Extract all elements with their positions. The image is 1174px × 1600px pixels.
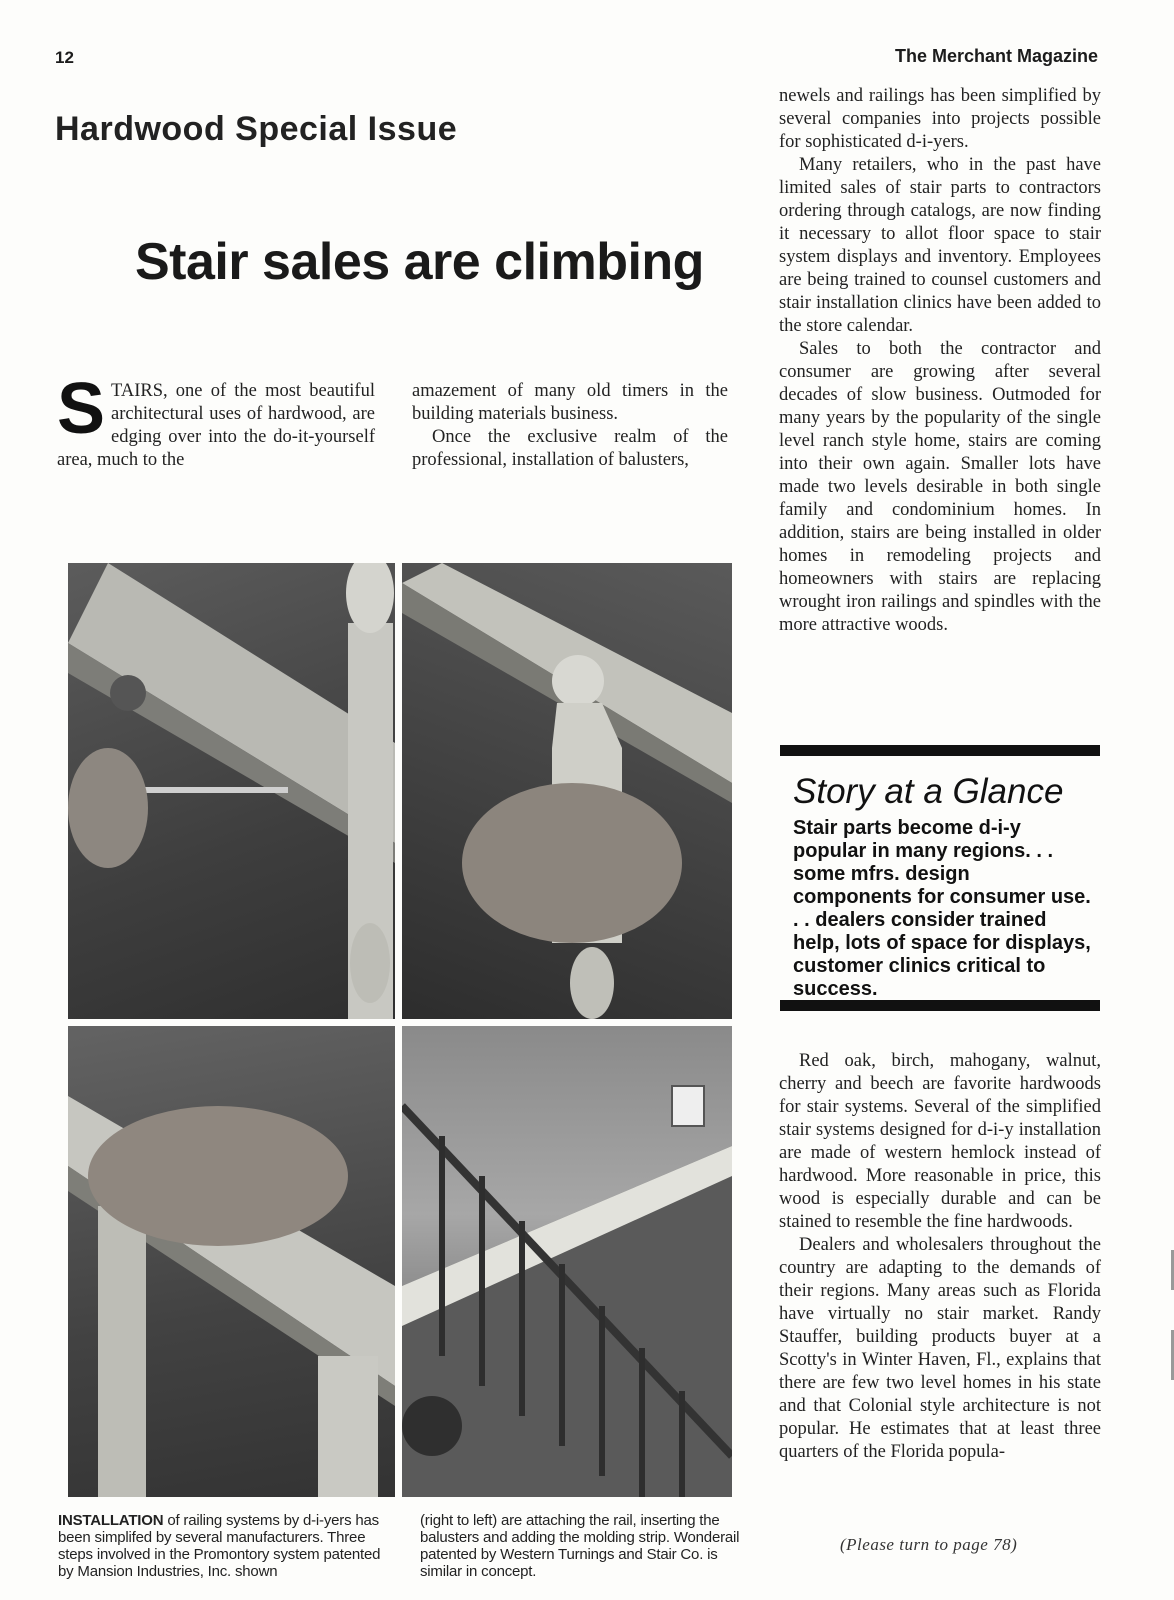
body-paragraph: Red oak, birch, mahogany, walnut, cherry and beech are favorite hardwoods for stair systems. Several of the simplified stair systems designed for d-i-y installation are made of western hemlock instead of hardwood. More reasonable in price, this wood is especially durable and can be stained to resemble the fine hardwoods. [779,1051,1101,1232]
intro-column-middle [412,380,728,472]
right-column-top [779,85,1101,637]
page-number: 12 [55,48,74,67]
photo-caption-right: (right to left) are attaching the rail, inserting the balusters and adding the molding strip. Wonderail patented by Western Turnings and Stair Co. is similar in concept. [420,1512,740,1580]
drop-cap: S [57,369,106,449]
magazine-name: The Merchant Magazine [894,46,1098,66]
caption-lead: INSTALLATION [58,1512,164,1529]
caption-text: of railing systems by d-i-yers has been simplifed by several manufacturers. Three steps involved in the Promontory system patented by Mansion Industries, Inc. shown [58,1512,381,1580]
right-column-bottom [779,1050,1101,1464]
body-paragraph: Many retailers, who in the past have limited sales of stair parts to contractors ordering through catalogs, are now finding it necessary to allot floor space to stair system displays and inventory. Employees are being trained to counsel customers and stair installation clinics have been added to the store calendar. [779,155,1101,336]
intro-paragraph-2: Once the exclusive realm of the professional, installation of balusters, [412,427,728,470]
body-paragraph: Sales to both the contractor and consumer are growing after several decades of slow business. Outmoded for many years by the popularity of the single level ranch style home, stairs are coming into their own again. Smaller lots have made two levels desirable in both single family and condominium homes. In addition, stairs are being installed in older homes in remodeling projects and homeowners with stairs are replacing wrought iron railings and spindles with the more attractive woods. [779,339,1101,635]
glance-title: Story at a Glance [793,772,1064,811]
glance-rule-top [780,745,1100,756]
intro-continuation: amazement of many old timers in the building materials business. [412,381,728,424]
glance-rule-bottom [780,1000,1100,1011]
section-title: Hardwood Special Issue [55,110,458,148]
article-headline: Stair sales are climbing [135,233,704,291]
body-paragraph: newels and railings has been simplified by several companies into projects possible for sophisticated d-i-yers. [779,86,1101,152]
intro-paragraph [57,369,375,472]
body-paragraph: Dealers and wholesalers throughout the country are adapting to the demands of their regions. Many areas such as Florida have virtually no stair market. Randy Stauffer, building products buyer at a Scotty's in Winter Haven, Fl., explains that there are few two level homes in his state and that Colonial style architecture is not popular. He estimates that at least three quarters of the Florida popula- [779,1235,1101,1462]
photo-baluster-insert [402,563,732,1019]
intro-text: TAIRS, one of the most beautiful architectural uses of hardwood, are edging over into the do-it-yourself area, much to the [57,381,375,470]
photo-caption-left [58,1512,384,1580]
glance-summary: Stair parts become d-i-y popular in many regions. . . some mfrs. design components for consumer use. . . dealers consider trained help, lots of space for displays, customer clinics critical to success. [793,817,1091,1000]
intro-column-left [57,369,375,472]
photo-rail-attach [68,563,395,1019]
continued-note: (Please turn to page 78) [840,1535,1018,1554]
photo-finished-staircase [402,1026,732,1497]
photo-molding-strip [68,1026,395,1497]
